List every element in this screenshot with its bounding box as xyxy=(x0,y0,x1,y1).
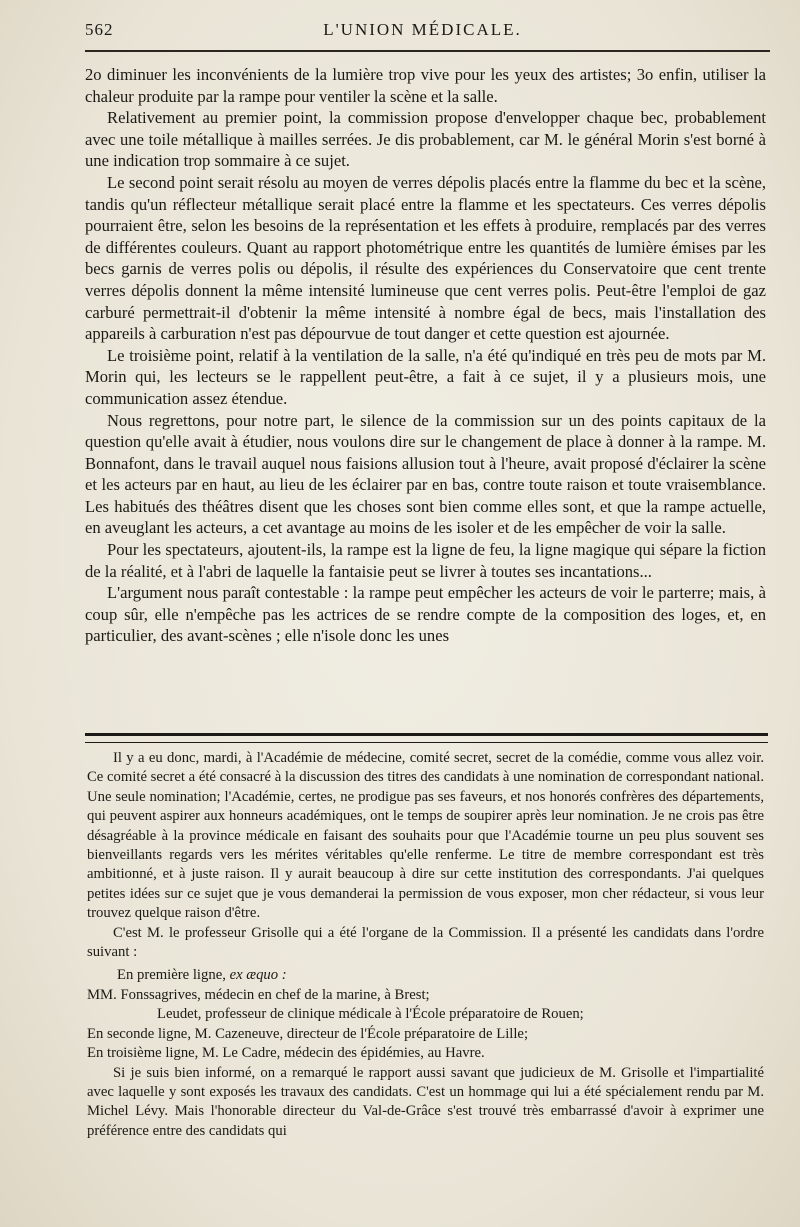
article-paragraph: 2o diminuer les inconvénients de la lumière trop vive pour les yeux des artistes; 3o enfin, utiliser la chaleur produite par la rampe pour ventiler la scène et la salle. xyxy=(85,65,766,106)
feuilleton-paragraph: Il y a eu donc, mardi, à l'Académie de médecine, comité secret, secret de la comédie, comme vous allez voir. Ce comité secret a été consacré à la discussion des titres des candidats à une nomination de correspondant national. Une seule nomination; l'Académie, certes, ne prodigue pas ses faveurs, et nos honorés confrères des départements, qui peuvent aspirer aux honneurs académiques, ont le temps de soupirer après leur nomination. Je ne crois pas être désagréable à la province médicale en faisant des souhaits pour que l'Académie tourne un peu plus souvent ses bienveillants regards vers les mérites véritables qu'elle renferme. Le titre de membre correspondant est très ambitionné, et à juste raison. Il y aurait beaucoup à dire sur cette institution des correspondants. J'ai quelques petites idées sur ce sujet que je vous demanderai la permission de vous exposer, mon cher rédacteur, si vous leur trouvez quelque raison d'être. xyxy=(87,750,764,922)
header-rule xyxy=(85,50,770,52)
first-line-italic: ex æquo : xyxy=(229,967,287,984)
first-line-label: En première ligne, xyxy=(117,967,226,984)
article-paragraph: Relativement au premier point, la commission propose d'envelopper chaque bec, probablement avec une toile métallique à mailles serrées. Je dis probablement, car M. le général Morin s'est borné à une indication trop sommaire à ce sujet. xyxy=(85,108,766,171)
candidate-le-cadre: En troisième ligne, M. Le Cadre, médecin des épidémies, au Havre. xyxy=(87,1045,485,1062)
candidate-leudet: Leudet, professeur de clinique médicale à l'École préparatoire de Rouen; xyxy=(157,1006,584,1023)
article-paragraph: Nous regrettons, pour notre part, le silence de la commission sur un des points capitaux de la question qu'elle avait à étudier, nous voulons dire sur le changement de place à donner à la rampe. M. Bonnafont, dans le travail auquel nous faisions allusion tout à l'heure, avait proposé d'éclairer la scène et les acteurs par en haut, au lieu de les éclairer par en bas, contre toute raison et toute vraisemblance. Les habitués des théâtres disent que les choses sont bien comme elles sont, et que la rampe actuelle, en aveuglant les acteurs, a cet avantage au moins de les isoler et de les empêcher de voir la salle. xyxy=(85,410,766,538)
article-paragraph: L'argument nous paraît contestable : la rampe peut empêcher les acteurs de voir le parterre; mais, à coup sûr, elle n'empêche pas les actrices de se rendre compte de la composition des loges, et, en particulier, des avant-scènes ; elle n'isole donc les unes xyxy=(85,583,766,646)
feuilleton-divider xyxy=(85,733,768,743)
candidate-cazeneuve: En seconde ligne, M. Cazeneuve, directeur de l'École préparatoire de Lille; xyxy=(87,1025,529,1042)
feuilleton-closing: Si je suis bien informé, on a remarqué le rapport aussi savant que judicieux de M. Grisolle et l'impartialité avec laquelle y sont exposés les travaux des candidats. C'est un hommage qui lui a été spécialement rendu par M. Michel Lévy. Mais l'honorable directeur du Val-de-Grâce s'est trouvé très embarrassé d'avoir à exprimer une préférence entre des candidats qui xyxy=(87,1064,764,1139)
running-title: L'UNION MÉDICALE. xyxy=(323,20,522,39)
page-number: 562 xyxy=(85,20,114,39)
candidate-fonssagrives: MM. Fonssagrives, médecin en chef de la marine, à Brest; xyxy=(87,986,430,1003)
feuilleton-section xyxy=(87,749,764,1141)
page-header xyxy=(85,20,760,46)
article-paragraph: Le troisième point, relatif à la ventilation de la salle, n'a été qu'indiqué en très peu de mots par M. Morin qui, les lecteurs se le rappellent peut-être, a fait à ce sujet, il y a plusieurs mois, une communication assez étendue. xyxy=(85,345,766,408)
feuilleton-paragraph: C'est M. le professeur Grisolle qui a été l'organe de la Commission. Il a présenté les candidats dans l'ordre suivant : xyxy=(87,924,764,961)
candidate-list-heading xyxy=(87,966,764,985)
article-body xyxy=(85,64,766,647)
article-paragraph: Pour les spectateurs, ajoutent-ils, la rampe est la ligne de feu, la ligne magique qui sépare la fiction de la réalité, et à l'abri de laquelle la fantaisie peut se livrer à toutes ses incantations... xyxy=(85,540,766,581)
article-paragraph: Le second point serait résolu au moyen de verres dépolis placés entre la flamme du bec et la scène, tandis qu'un réflecteur métallique serait placé entre la flamme et les spectateurs. Ces verres dépolis pourraient être, selon les besoins de la représentation et les effets à produire, remplacés par des verres de différentes couleurs. Quant au rapport photométrique entre les quantités de lumière émises par les becs garnis de verres polis ou dépolis, il résulte des expériences du Conservatoire que cent trente verres dépolis donnent la même intensité lumineuse que cent verres polis. Peut-être l'emploi de gaz carburé permettrait-il d'obtenir la même intensité à nombre égal de becs, mais l'installation des appareils à carburation n'est pas dépourvue de tout danger et cette question est ajournée. xyxy=(85,172,766,344)
